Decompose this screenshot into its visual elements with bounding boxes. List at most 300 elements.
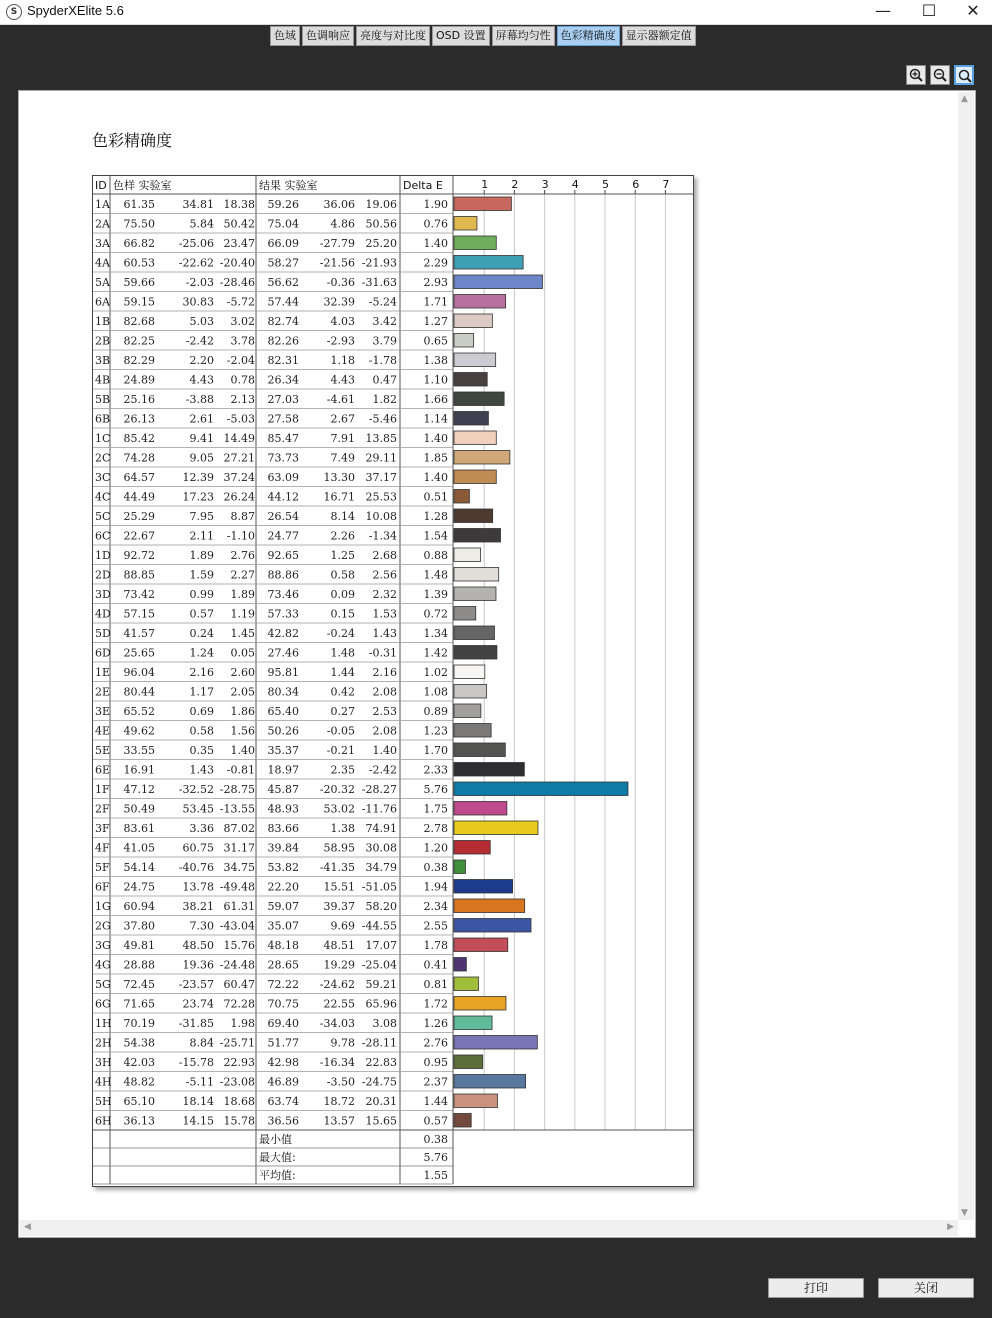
delta-e-bar <box>454 860 465 874</box>
sample-value: 22.93 <box>223 1056 255 1069</box>
sample-value: 88.85 <box>123 568 155 582</box>
delta-e-value: 2.78 <box>423 822 448 835</box>
result-value: 35.07 <box>267 919 299 933</box>
sample-value: 59.15 <box>123 295 155 309</box>
sample-value: -1.10 <box>226 529 255 543</box>
print-button[interactable]: 打印 <box>768 1278 864 1298</box>
sample-value: 82.25 <box>123 334 155 348</box>
result-value: 48.18 <box>267 939 299 952</box>
result-value: 69.40 <box>267 1017 299 1030</box>
delta-e-value: 1.90 <box>423 198 448 211</box>
sample-value: 48.50 <box>182 939 214 952</box>
result-value: 19.06 <box>365 198 397 211</box>
sample-value: 0.35 <box>189 744 214 757</box>
sample-value: -5.72 <box>226 295 255 309</box>
sample-value: 65.52 <box>123 705 155 718</box>
result-value: -51.05 <box>361 880 397 894</box>
result-value: -34.03 <box>319 1017 355 1030</box>
delta-e-bar <box>454 919 531 933</box>
row-id: 5E <box>95 744 111 757</box>
summary-value: 0.38 <box>423 1133 448 1146</box>
sample-value: 1.86 <box>230 705 255 718</box>
delta-e-bar <box>454 743 505 757</box>
delta-e-value: 1.94 <box>423 880 448 894</box>
result-value: 75.04 <box>267 217 299 231</box>
sample-value: 59.66 <box>123 276 155 289</box>
sample-value: 74.28 <box>123 451 155 465</box>
header-result: 结果 实验室 <box>259 179 318 192</box>
row-id: 6D <box>95 646 111 660</box>
sample-value: -2.04 <box>226 354 255 367</box>
result-value: 48.93 <box>267 802 299 816</box>
scroll-right-icon[interactable]: ▶ <box>947 1222 954 1232</box>
sample-value: -2.42 <box>185 334 214 348</box>
result-value: 1.43 <box>372 627 397 640</box>
delta-e-value: 2.93 <box>423 276 448 289</box>
delta-e-value: 0.88 <box>423 549 448 562</box>
result-value: 44.12 <box>267 490 299 504</box>
result-value: 53.02 <box>323 802 355 816</box>
result-value: 59.26 <box>267 198 299 211</box>
delta-e-value: 1.14 <box>423 412 448 426</box>
result-value: 1.40 <box>372 744 397 757</box>
sample-value: 2.61 <box>189 412 214 426</box>
row-id: 2G <box>95 919 111 933</box>
sample-value: -28.75 <box>219 783 255 796</box>
result-value: 0.27 <box>330 705 355 718</box>
result-value: 18.72 <box>323 1095 355 1108</box>
sample-value: 1.19 <box>230 607 255 621</box>
delta-e-value: 0.51 <box>423 490 448 504</box>
row-id: 4A <box>95 256 110 270</box>
delta-e-bar <box>454 821 538 835</box>
delta-e-bar <box>454 997 506 1011</box>
delta-e-value: 1.71 <box>423 295 448 309</box>
result-value: 4.03 <box>330 315 355 328</box>
sample-value: 0.58 <box>189 724 214 738</box>
result-value: 92.65 <box>267 549 299 562</box>
row-id: 6H <box>95 1114 112 1128</box>
result-value: 48.51 <box>323 939 355 952</box>
result-value: 0.42 <box>330 685 355 699</box>
scale-tick-label: 7 <box>662 178 670 191</box>
row-id: 2F <box>95 802 110 816</box>
sample-value: 80.44 <box>123 685 155 699</box>
sample-value: 60.53 <box>123 256 155 270</box>
result-value: 3.08 <box>372 1017 397 1030</box>
tab-3[interactable]: OSD 设置 <box>432 26 490 46</box>
row-id: 2B <box>95 334 111 348</box>
sample-value: 2.05 <box>230 685 255 699</box>
sample-value: 3.36 <box>189 822 214 835</box>
row-id: 6F <box>95 880 110 894</box>
tab-bar <box>270 26 698 46</box>
row-id: 6C <box>95 529 111 543</box>
result-value: 58.20 <box>365 900 397 913</box>
sample-value: 7.95 <box>189 510 214 523</box>
sample-value: 27.21 <box>223 451 255 465</box>
result-value: -44.55 <box>361 919 397 933</box>
sample-value: 5.03 <box>189 315 214 328</box>
row-id: 2A <box>95 217 110 231</box>
delta-e-bar <box>454 236 496 250</box>
sample-value: 9.05 <box>189 451 214 465</box>
sample-value: 8.87 <box>230 510 255 523</box>
sample-value: 0.24 <box>189 627 214 640</box>
sample-value: 66.82 <box>123 237 155 250</box>
result-value: 46.89 <box>267 1075 299 1089</box>
result-value: 1.48 <box>330 646 355 660</box>
sample-value: 85.42 <box>123 432 155 445</box>
sample-value: 0.99 <box>189 588 214 601</box>
delta-e-bar <box>454 529 501 543</box>
row-id: 6G <box>95 997 111 1011</box>
close-window-button[interactable]: ✕ <box>966 1 980 20</box>
scroll-down-icon[interactable]: ▼ <box>961 1208 968 1218</box>
result-value: -2.42 <box>368 763 397 777</box>
delta-e-value: 1.27 <box>423 315 448 328</box>
delta-e-value: 1.26 <box>423 1017 448 1030</box>
result-value: 65.40 <box>267 705 299 718</box>
scale-tick-label: 2 <box>511 178 519 191</box>
sample-value: -23.57 <box>178 978 214 991</box>
row-id: 3H <box>95 1056 112 1069</box>
row-id: 3E <box>95 705 111 718</box>
delta-e-value: 0.95 <box>423 1056 448 1069</box>
sample-value: 0.78 <box>230 373 255 387</box>
result-value: 13.85 <box>365 432 397 445</box>
delta-e-value: 1.40 <box>423 237 448 250</box>
result-value: 22.20 <box>267 880 299 894</box>
result-value: -16.34 <box>319 1056 355 1069</box>
sample-value: -43.04 <box>219 919 255 933</box>
result-value: 0.47 <box>372 373 397 387</box>
delta-e-value: 1.48 <box>423 568 448 582</box>
tab-5[interactable]: 色彩精确度 <box>557 26 620 46</box>
result-value: 22.55 <box>323 997 355 1011</box>
delta-e-bar <box>454 704 481 718</box>
result-value: 2.68 <box>372 549 397 562</box>
result-value: -0.36 <box>326 276 355 289</box>
result-value: -5.24 <box>368 295 397 309</box>
sample-value: 53.45 <box>182 802 214 816</box>
result-value: 1.82 <box>372 393 397 406</box>
result-value: 2.08 <box>372 685 397 699</box>
row-id: 4D <box>95 607 111 621</box>
window-title: SpyderXElite 5.6 <box>27 3 124 18</box>
result-value: 58.95 <box>323 841 355 855</box>
result-value: 37.17 <box>365 471 397 484</box>
result-value: 57.44 <box>267 295 299 309</box>
sample-value: -23.08 <box>219 1075 255 1089</box>
result-value: -20.32 <box>319 783 355 796</box>
delta-e-bar <box>454 587 496 601</box>
close-button[interactable]: 关闭 <box>878 1278 974 1298</box>
sample-value: 13.78 <box>182 880 214 894</box>
sample-value: -20.40 <box>219 256 255 270</box>
result-value: -31.63 <box>361 276 397 289</box>
row-id: 3F <box>95 822 110 835</box>
result-value: -1.78 <box>368 354 397 367</box>
minimize-button[interactable]: — <box>875 1 891 20</box>
result-value: -5.46 <box>368 412 397 426</box>
sample-value: 3.78 <box>230 334 255 348</box>
horizontal-scrollbar[interactable] <box>20 1220 958 1236</box>
result-value: 9.78 <box>330 1036 355 1050</box>
delta-e-bar <box>454 1075 526 1089</box>
delta-e-value: 1.28 <box>423 510 448 523</box>
summary-value: 1.55 <box>423 1169 448 1182</box>
result-value: 22.83 <box>365 1056 397 1069</box>
sample-value: 33.55 <box>123 744 155 757</box>
sample-value: 14.49 <box>223 432 255 445</box>
sample-value: 8.84 <box>189 1036 214 1050</box>
sample-value: -25.71 <box>219 1036 255 1050</box>
zoom-out-button[interactable] <box>930 65 950 85</box>
sample-value: 50.49 <box>123 802 155 816</box>
delta-e-bar <box>454 1114 471 1128</box>
sample-value: 15.76 <box>223 939 255 952</box>
result-value: 2.08 <box>372 724 397 738</box>
delta-e-bar <box>454 548 481 562</box>
result-value: 36.06 <box>323 198 355 211</box>
sample-value: -3.88 <box>185 393 214 406</box>
result-value: 72.22 <box>267 978 299 991</box>
result-value: 39.37 <box>323 900 355 913</box>
scale-tick-label: 3 <box>541 178 549 191</box>
sample-value: -28.46 <box>219 276 255 289</box>
result-value: 2.53 <box>372 705 397 718</box>
result-value: 15.51 <box>323 880 355 894</box>
tab-2[interactable]: 亮度与对比度 <box>356 26 430 46</box>
sample-value: 82.68 <box>123 315 155 328</box>
header-sample: 色样 实验室 <box>113 179 172 192</box>
sample-value: 23.74 <box>182 997 214 1011</box>
result-value: -0.24 <box>326 627 355 640</box>
sample-value: 1.17 <box>189 685 214 699</box>
sample-value: 24.89 <box>123 373 155 387</box>
result-value: 1.53 <box>372 607 397 621</box>
row-id: 3G <box>95 939 111 952</box>
result-value: 35.37 <box>267 744 299 757</box>
row-id: 1C <box>95 432 111 445</box>
sample-value: 2.13 <box>230 393 255 406</box>
result-value: 82.31 <box>267 354 299 367</box>
tab-6[interactable]: 显示器额定值 <box>622 26 696 46</box>
result-value: 26.34 <box>267 373 299 387</box>
result-value: -21.56 <box>319 256 355 270</box>
result-value: 80.34 <box>267 685 299 699</box>
sample-value: 72.45 <box>123 978 155 991</box>
vertical-scrollbar[interactable] <box>958 92 974 1220</box>
result-value: -24.62 <box>319 978 355 991</box>
delta-e-bar <box>454 353 496 367</box>
sample-value: 1.40 <box>230 744 255 757</box>
result-value: 70.75 <box>267 997 299 1011</box>
sample-value: 82.29 <box>123 354 155 367</box>
sample-value: 22.67 <box>123 529 155 543</box>
delta-e-value: 2.34 <box>423 900 448 913</box>
sample-value: 34.75 <box>223 861 255 874</box>
scroll-left-icon[interactable]: ◀ <box>24 1222 31 1232</box>
zoom-in-icon <box>909 68 923 82</box>
result-value: 59.07 <box>267 900 299 913</box>
zoom-fit-button[interactable] <box>954 65 974 85</box>
delta-e-value: 1.40 <box>423 471 448 484</box>
row-id: 3B <box>95 354 111 367</box>
result-value: 27.46 <box>267 646 299 660</box>
sample-value: 60.75 <box>182 841 214 855</box>
sample-value: 25.29 <box>123 510 155 523</box>
sample-value: 18.38 <box>223 198 255 211</box>
delta-e-value: 1.72 <box>423 997 448 1011</box>
delta-e-bar <box>454 880 513 894</box>
sample-value: -15.78 <box>178 1056 214 1069</box>
result-value: 32.39 <box>323 295 355 309</box>
sample-value: 31.17 <box>223 841 255 855</box>
delta-e-bar <box>454 626 494 640</box>
sample-value: 1.43 <box>189 763 214 777</box>
delta-e-value: 1.23 <box>423 724 448 738</box>
row-id: 1A <box>95 198 110 211</box>
sample-value: 2.76 <box>230 549 255 562</box>
maximize-button[interactable]: ☐ <box>921 1 937 20</box>
delta-e-bar <box>454 763 524 777</box>
result-value: 27.58 <box>267 412 299 426</box>
result-value: 88.86 <box>267 568 299 582</box>
sample-value: -40.76 <box>178 861 214 874</box>
result-value: 82.26 <box>267 334 299 348</box>
tab-1[interactable]: 色调响应 <box>302 26 354 46</box>
sample-value: 30.83 <box>182 295 214 309</box>
delta-e-bar <box>454 431 496 445</box>
delta-e-bar <box>454 958 466 972</box>
scroll-up-icon[interactable]: ▲ <box>961 94 968 104</box>
result-value: 4.43 <box>330 373 355 387</box>
sample-value: 2.27 <box>230 568 255 582</box>
result-value: 2.35 <box>330 763 355 777</box>
sample-value: 49.62 <box>123 724 155 738</box>
row-id: 4B <box>95 373 111 387</box>
sample-value: 73.42 <box>123 588 155 601</box>
sample-value: 18.68 <box>223 1095 255 1108</box>
result-value: 16.71 <box>323 490 355 504</box>
result-value: -24.75 <box>361 1075 397 1089</box>
result-value: 1.25 <box>330 549 355 562</box>
sample-value: -5.03 <box>226 412 255 426</box>
scale-tick-label: 6 <box>632 178 640 191</box>
row-id: 5C <box>95 510 111 523</box>
sample-value: 41.57 <box>123 627 155 640</box>
row-id: 2D <box>95 568 111 582</box>
delta-e-value: 0.65 <box>423 334 448 348</box>
delta-e-bar <box>454 295 506 309</box>
row-id: 1F <box>95 783 110 796</box>
sample-value: -2.03 <box>185 276 214 289</box>
tab-0[interactable]: 色域 <box>270 26 300 46</box>
report-title: 色彩精确度 <box>92 131 173 150</box>
row-id: 5G <box>95 978 111 991</box>
result-value: 7.91 <box>330 432 355 445</box>
sample-value: 83.61 <box>123 822 155 835</box>
sample-value: 7.30 <box>189 919 214 933</box>
sample-value: 0.57 <box>189 607 214 621</box>
delta-e-value: 0.41 <box>423 958 448 972</box>
result-value: 20.31 <box>365 1095 397 1108</box>
sample-value: 1.45 <box>230 627 255 640</box>
sample-value: 54.38 <box>123 1036 155 1050</box>
sample-value: 15.78 <box>223 1114 255 1128</box>
result-value: -11.76 <box>361 802 397 816</box>
zoom-fit-icon <box>958 69 972 83</box>
title-bar <box>0 0 992 25</box>
row-id: 3C <box>95 471 111 484</box>
result-value: -25.04 <box>361 958 397 972</box>
result-value: 50.56 <box>365 217 397 231</box>
delta-e-value: 1.08 <box>423 685 448 699</box>
delta-e-bar <box>454 509 493 523</box>
result-value: -0.21 <box>326 744 355 757</box>
result-value: -28.27 <box>361 783 397 796</box>
result-value: 73.73 <box>267 451 299 465</box>
delta-e-bar <box>454 256 523 270</box>
result-value: 10.08 <box>365 510 397 523</box>
result-value: 2.26 <box>330 529 355 543</box>
delta-e-bar <box>454 938 508 952</box>
result-value: 13.57 <box>323 1114 355 1128</box>
sample-value: 50.42 <box>223 217 255 231</box>
result-value: -21.93 <box>361 256 397 270</box>
sample-value: -13.55 <box>219 802 255 816</box>
sample-value: 65.10 <box>123 1095 155 1108</box>
report-grid <box>93 176 695 1188</box>
delta-e-bar <box>454 412 488 426</box>
delta-e-bar <box>454 646 497 660</box>
delta-e-bar <box>454 977 478 991</box>
sample-value: 17.23 <box>182 490 214 504</box>
sample-value: 0.69 <box>189 705 214 718</box>
color-accuracy-table <box>92 175 694 1187</box>
result-value: 13.30 <box>323 471 355 484</box>
delta-e-bar <box>454 1016 492 1030</box>
result-value: 28.65 <box>267 958 299 972</box>
delta-e-value: 1.10 <box>423 373 448 387</box>
sample-value: 72.28 <box>223 997 255 1011</box>
delta-e-bar <box>454 373 487 387</box>
result-value: -2.93 <box>326 334 355 348</box>
delta-e-value: 1.44 <box>423 1095 448 1108</box>
sample-value: 4.43 <box>189 373 214 387</box>
summary-label: 平均值: <box>259 1169 296 1182</box>
result-value: 1.38 <box>330 822 355 835</box>
delta-e-value: 2.29 <box>423 256 448 270</box>
zoom-in-button[interactable] <box>906 65 926 85</box>
sample-value: 5.84 <box>189 217 214 231</box>
sample-value: 14.15 <box>182 1114 214 1128</box>
result-value: -0.31 <box>368 646 397 660</box>
delta-e-value: 2.55 <box>423 919 448 933</box>
sample-value: 34.81 <box>182 198 214 211</box>
delta-e-bar <box>454 217 477 231</box>
delta-e-value: 1.38 <box>423 354 448 367</box>
sample-value: 70.19 <box>123 1017 155 1030</box>
result-value: -4.61 <box>326 393 355 406</box>
sample-value: 61.31 <box>223 900 255 913</box>
delta-e-bar <box>454 607 476 621</box>
tab-4[interactable]: 屏幕均匀性 <box>492 26 555 46</box>
sample-value: 2.20 <box>189 354 214 367</box>
sample-value: 2.16 <box>189 666 214 679</box>
